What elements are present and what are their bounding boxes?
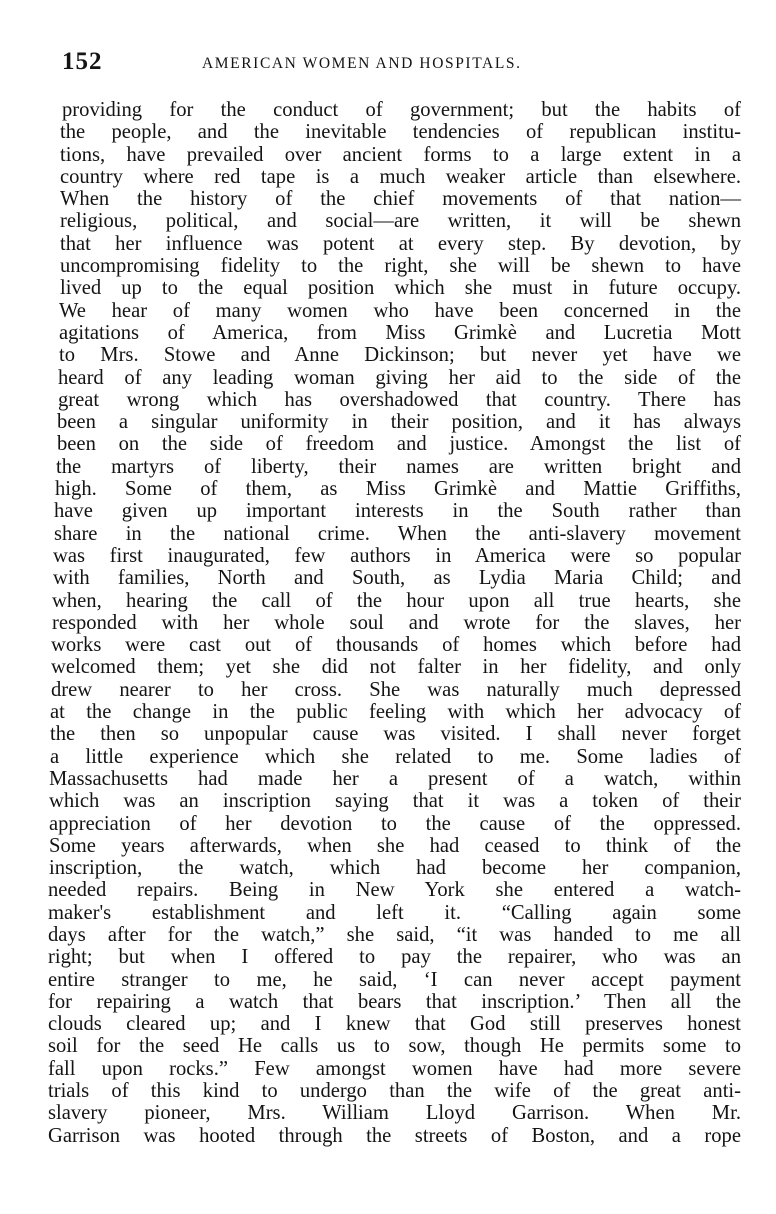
text-line: appreciation of her devotion to the cause of the oppressed. <box>49 812 741 835</box>
text-line: religious, political, and social—are written, it will be shewn <box>60 210 741 233</box>
text-line: maker's establishment and left it. “Calling again some <box>48 901 741 924</box>
text-line: We hear of many women who have been concerned in the <box>59 299 741 322</box>
text-line: high. Some of them, as Miss Grimkè and Mattie Griffiths, <box>55 478 741 501</box>
page-header <box>62 48 742 88</box>
text-line: share in the national crime. When the anti-slavery movement <box>54 522 741 545</box>
text-line: needed repairs. Being in New York she entered a watch- <box>48 879 741 902</box>
text-line: for repairing a watch that bears that inscription.’ Then all the <box>48 990 741 1013</box>
text-line: to Mrs. Stowe and Anne Dickinson; but never yet have we <box>59 344 741 367</box>
text-line: clouds cleared up; and I knew that God still preserves honest <box>48 1013 741 1036</box>
text-line: been on the side of freedom and justice. Amongst the list of <box>57 433 741 456</box>
text-line: entire stranger to me, he said, ‘I can never accept payment <box>48 968 741 991</box>
text-line: welcomed them; yet she did not falter in her fidelity, and only <box>51 656 741 679</box>
text-line: country where red tape is a much weaker article than elsewhere. <box>60 165 741 188</box>
page-number: 152 <box>62 48 103 75</box>
text-line: a little experience which she related to me. Some ladies of <box>50 745 741 768</box>
text-line: slavery pioneer, Mrs. William Lloyd Garrison. When Mr. <box>48 1102 741 1125</box>
text-line: drew nearer to her cross. She was naturally much depressed <box>51 678 741 701</box>
text-line: fall upon rocks.” Few amongst women have had more severe <box>48 1057 741 1080</box>
text-line: with families, North and South, as Lydia Maria Child; and <box>53 567 741 590</box>
text-line: at the change in the public feeling with which her advocacy of <box>50 701 741 724</box>
text-line: was first inaugurated, few authors in America were so popular <box>53 544 741 567</box>
text-line: responded with her whole soul and wrote for the slaves, her <box>52 611 741 634</box>
text-line: that her influence was potent at every step. By devotion, by <box>60 232 741 255</box>
text-line: Massachusetts had made her a present of a watch, within <box>49 767 741 790</box>
text-line: great wrong which has overshadowed that country. There has <box>58 388 741 411</box>
text-line: trials of this kind to undergo than the wife of the great anti- <box>48 1080 741 1103</box>
text-line: the then so unpopular cause was visited. I shall never forget <box>50 723 741 746</box>
text-line: heard of any leading woman giving her aid to the side of the <box>58 366 741 389</box>
text-line: when, hearing the call of the hour upon all true hearts, she <box>52 589 741 612</box>
text-line: agitations of America, from Miss Grimkè and Lucretia Mott <box>59 321 741 344</box>
text-line: works were cast out of thousands of homes which before had <box>51 634 741 657</box>
text-line: When the history of the chief movements of that nation— <box>60 188 741 211</box>
text-line: Garrison was hooted through the streets of Boston, and a rope <box>48 1124 741 1147</box>
text-line: the people, and the inevitable tendencies of republican institu- <box>60 121 741 144</box>
text-line: inscription, the watch, which had become her companion, <box>49 857 741 880</box>
text-line: soil for the seed He calls us to sow, though He permits some to <box>48 1035 741 1058</box>
running-title: AMERICAN WOMEN AND HOSPITALS. <box>202 55 522 72</box>
text-line: have given up important interests in the South rather than <box>54 500 741 523</box>
body-text <box>48 99 741 1147</box>
text-line: which was an inscription saying that it was a token of their <box>49 790 741 813</box>
text-line: providing for the conduct of government; but the habits of <box>62 99 741 121</box>
text-line: days after for the watch,” she said, “it was handed to me all <box>48 923 741 946</box>
text-line: the martyrs of liberty, their names are written bright and <box>56 455 741 478</box>
text-line: tions, have prevailed over ancient forms to a large extent in a <box>60 143 741 166</box>
text-line: right; but when I offered to pay the repairer, who was an <box>48 946 741 969</box>
text-line: uncompromising fidelity to the right, she will be shewn to have <box>60 255 741 278</box>
text-line: been a singular uniformity in their position, and it has always <box>57 411 741 434</box>
text-line: Some years afterwards, when she had ceased to think of the <box>49 834 741 857</box>
text-line: lived up to the equal position which she must in future occupy. <box>60 277 741 300</box>
